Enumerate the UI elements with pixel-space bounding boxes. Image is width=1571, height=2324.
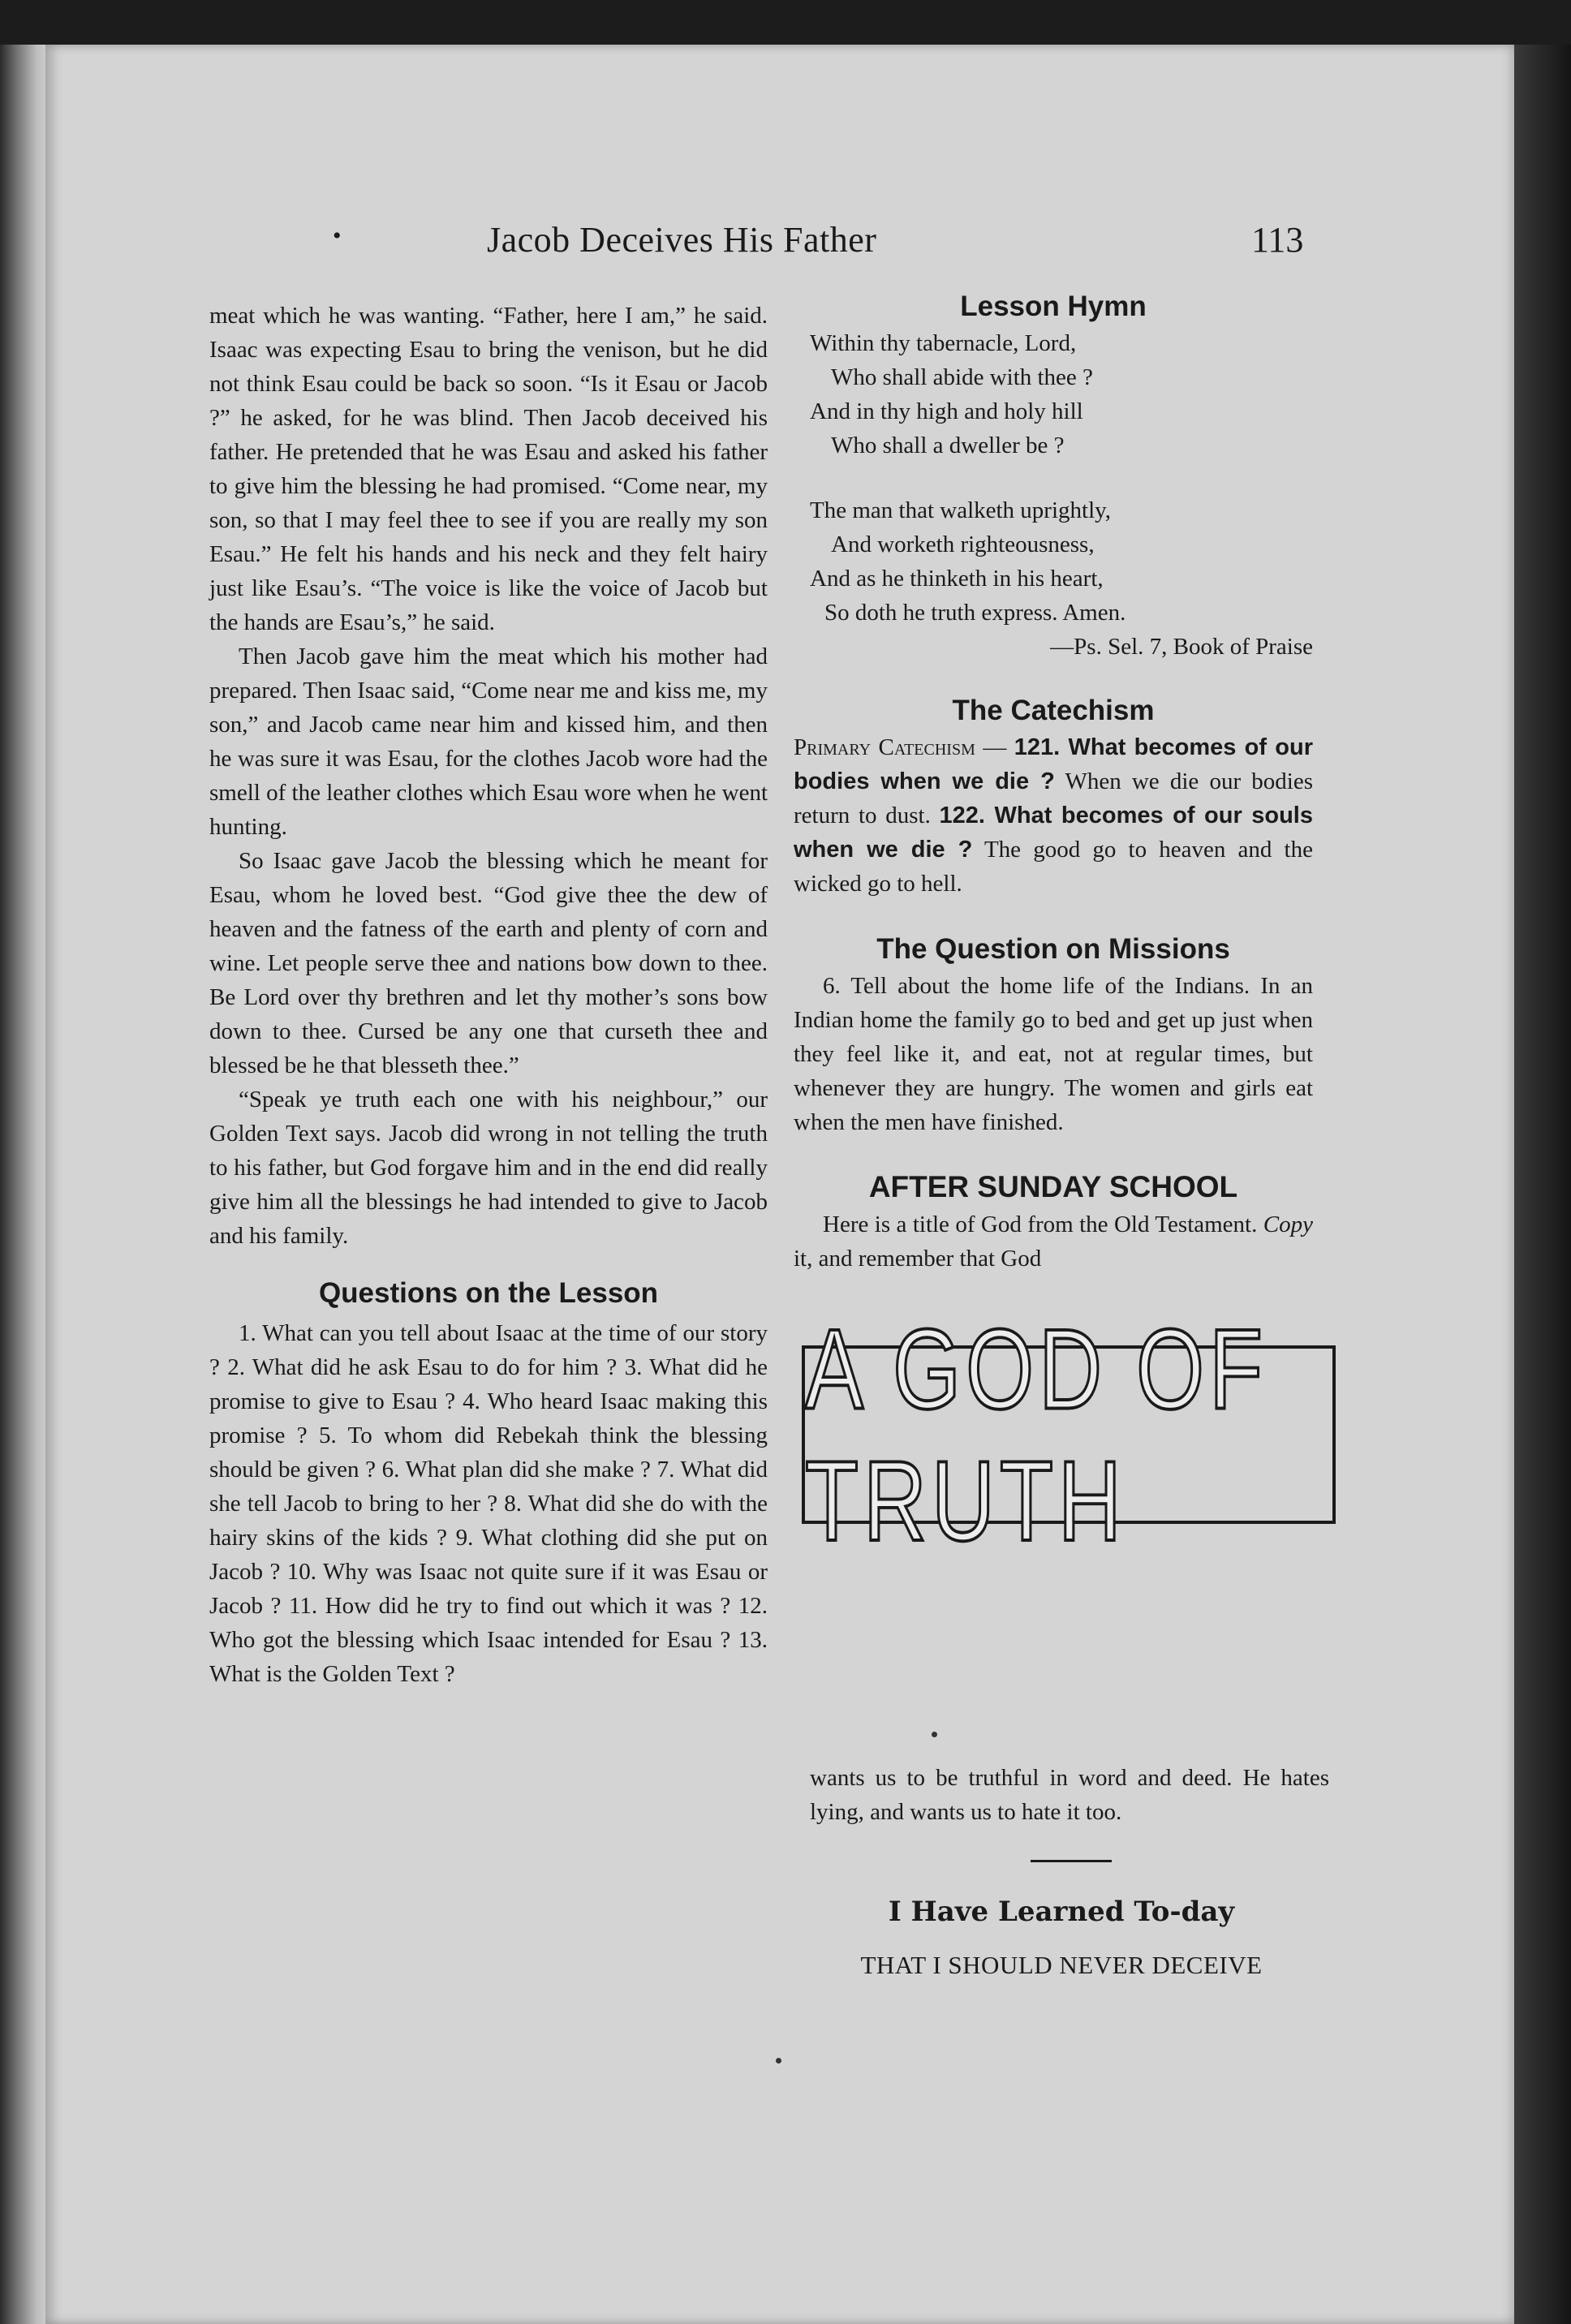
learned-today-text: THAT I SHOULD NEVER DECEIVE <box>860 1951 1263 1979</box>
intro-start: Here is a title of God from the Old Testament. <box>823 1211 1263 1237</box>
hymn-verse-1 <box>794 326 1313 463</box>
catechism-heading: The Catechism <box>952 695 1155 726</box>
story-paragraph-1: meat which he was wanting. “Father, here I am,” he said. Isaac was expecting Esau to bring the venison, but he did not think Esau could be back so soon. “Is it Esau or Jacob ?” he asked, for he was blind. Then Jacob deceived his father. He pretended that he was Esau and asked his father to give him the blessing he had promised. “Come near, my son, so that I may feel thee to see if you are really my son Esau.” He felt his hands and his neck and they felt hairy just like Esau’s. “The voice is like the voice of Jacob but the hands are Esau’s,” he said. <box>209 303 768 635</box>
after-sunday-school-heading: AFTER SUNDAY SCHOOL <box>868 1170 1238 1203</box>
catechism-answer-122: The good go to heaven and the wicked go to hell. <box>794 837 1313 897</box>
running-title-text: Jacob Deceives His Father <box>487 220 877 260</box>
catechism-label: Primary Catechism <box>794 734 975 760</box>
hymn-verse-2 <box>794 493 1313 664</box>
story-paragraph-3: So Isaac gave Jacob the blessing which he meant for Esau, whom he loved best. “God give thee the dew of heaven and the fatness of the earth and plenty of corn and wine. Let people serve thee and nations bow down to thee. Be Lord over thy brethren and let thy mother’s sons bow down to thee. Cursed be any one that curseth thee and blessed be he that blesseth thee.” <box>209 848 768 1078</box>
hymn-attribution: —Ps. Sel. 7, Book of Praise <box>1050 634 1313 660</box>
missions-text: 6. Tell about the home life of the Indians. In an Indian home the family go to bed and get up just when they feel like it, and eat, not at regular times, but whenever they are hungry. The women and girls eat when the men have finished. <box>794 973 1313 1135</box>
story-paragraph-2: Then Jacob gave him the meat which his mother had prepared. Then Isaac said, “Come near me and kiss me, my son,” and Jacob came near him and kissed him, and then he was sure it was Esau, for the clothes Jacob wore had the smell of the leather clothes which Esau wore when he went hunting. <box>209 643 768 840</box>
page-edge-shadow <box>1514 45 1571 2324</box>
hymn-line: And worketh righteousness, <box>831 532 1095 557</box>
missions-heading: The Question on Missions <box>876 933 1230 965</box>
intro-end: it, and remember that God <box>794 1246 1042 1272</box>
hymn-line: The man that walketh uprightly, <box>810 497 1111 523</box>
page-number: 113 <box>1251 220 1304 260</box>
catechism-dash: — <box>975 734 1014 760</box>
hymn-heading: Lesson Hymn <box>960 290 1147 322</box>
left-column <box>209 299 768 1691</box>
catechism-text <box>794 730 1313 901</box>
questions-text: 1. What can you tell about Isaac at the time of our story ? 2. What did he ask Esau to do for him ? 3. What did he promise to give to Esau ? 4. Who heard Isaac making this promise ? 5. To whom did Rebekah think the blessing should be given ? 6. What plan did she make ? 7. What did she tell Jacob to bring to her ? 8. What did she do with the hairy skins of the kids ? 9. What clothing did she put on Jacob ? 10. Why was Isaac not quite sure if it was Esau or Jacob ? 11. How did he try to find out which it was ? 12. Who got the blessing which Isaac intended for Esau ? 13. What is the Golden Text ? <box>209 1320 768 1687</box>
god-of-truth-title: A GOD OF TRUTH <box>805 1305 1268 1564</box>
story-paragraph-4: “Speak ye truth each one with his neighbour,” our Golden Text says. Jacob did wrong in not telling the truth to his father, but God forgave him and in the end did really give him all the blessings he had intended to give to Jacob and his family. <box>209 1087 768 1249</box>
learned-today-heading: I Have Learned To-day <box>888 1896 1235 1928</box>
intro-copy: Copy <box>1263 1211 1313 1237</box>
catechism-answer-121: When we die our bodies return to dust. <box>794 768 1313 828</box>
hymn-line: Who shall abide with thee ? <box>831 364 1093 390</box>
book-spine <box>0 45 49 2324</box>
section-divider <box>1031 1860 1112 1862</box>
god-of-truth-box <box>802 1305 1336 1564</box>
hymn-line: And in thy high and holy hill <box>810 398 1083 424</box>
questions-heading: Questions on the Lesson <box>318 1277 659 1309</box>
right-column <box>794 287 1313 1276</box>
hymn-line: Within thy tabernacle, Lord, <box>810 330 1077 356</box>
running-title <box>333 219 1331 260</box>
hymn-line: So doth he truth express. Amen. <box>824 600 1126 626</box>
after-sunday-school-intro <box>794 1207 1313 1276</box>
print-speck <box>932 1732 937 1737</box>
hymn-line: And as he thinketh in his heart, <box>810 566 1104 592</box>
header-bullet: • <box>333 222 342 249</box>
after-sunday-school-continuation: wants us to be truthful in word and deed. He hates lying, and wants us to hate it too. <box>810 1765 1329 1825</box>
print-speck <box>776 2058 781 2064</box>
catechism-question-121: 121. What becomes of our bodies when we die ? <box>794 734 1314 794</box>
catechism-question-122: 122. What becomes of our souls when we die ? <box>794 803 1313 863</box>
hymn-line: Who shall a dweller be ? <box>831 433 1065 458</box>
